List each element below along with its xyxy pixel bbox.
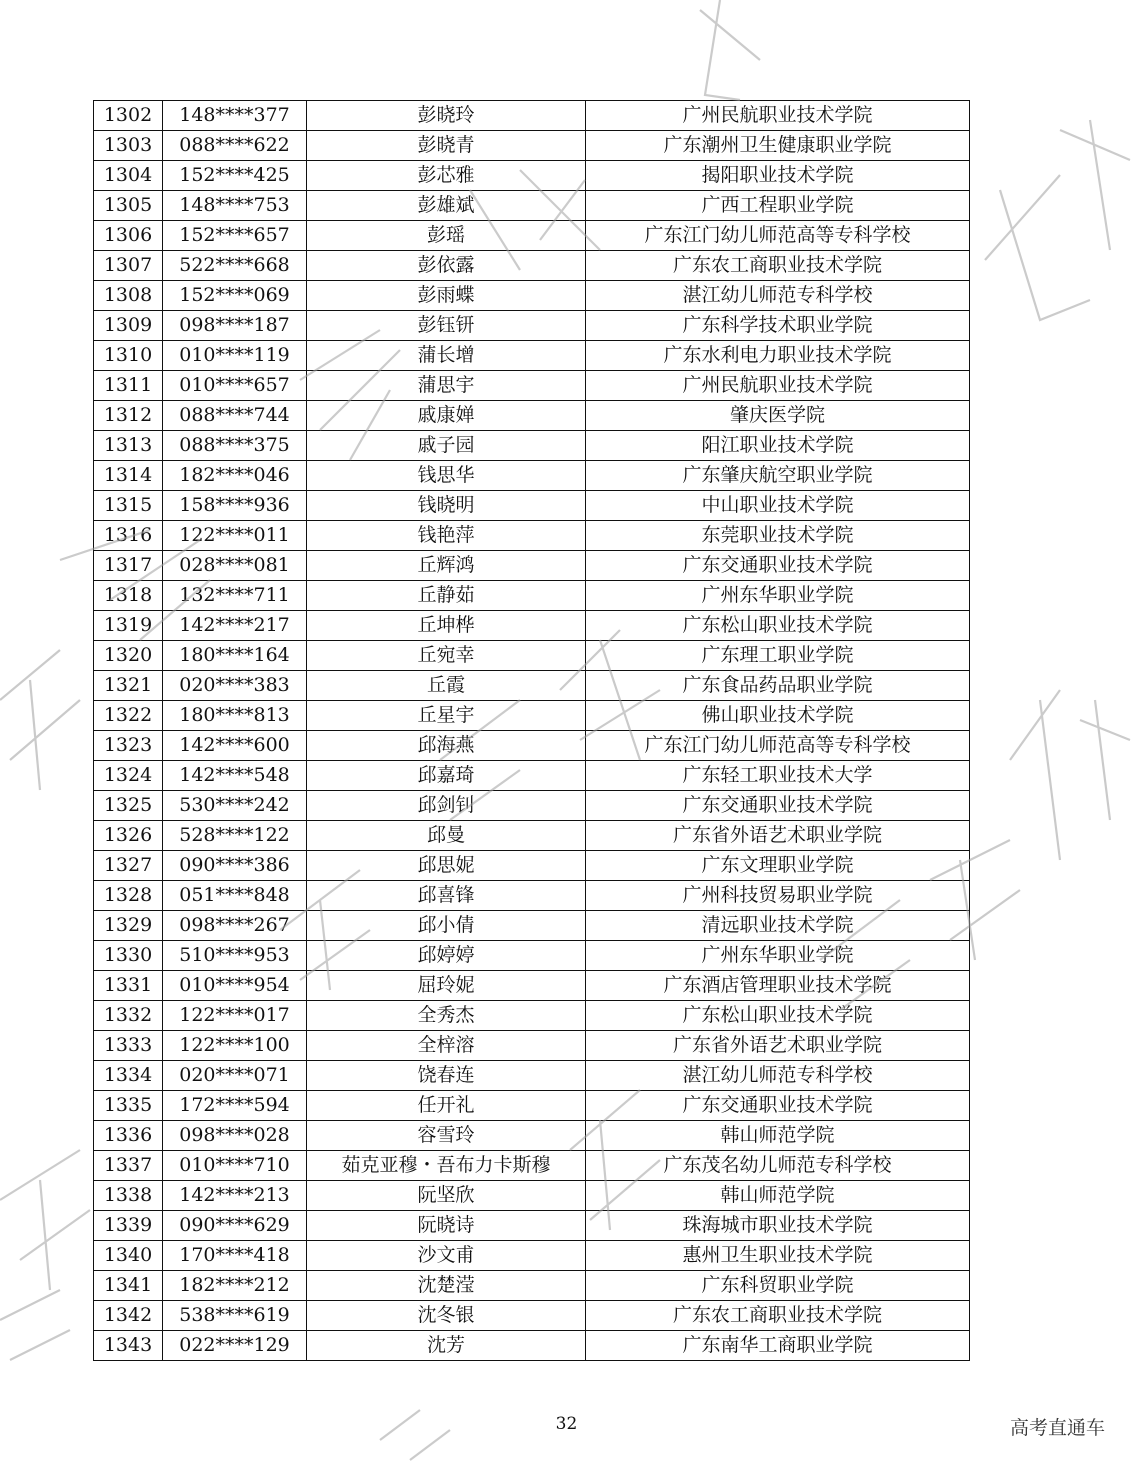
school-name-cell: 惠州卫生职业技术学院 xyxy=(586,1241,970,1271)
school-name-cell: 广州民航职业技术学院 xyxy=(586,371,970,401)
school-name-cell: 广东理工职业学院 xyxy=(586,641,970,671)
student-name-cell: 容雪玲 xyxy=(307,1121,586,1151)
row-number-cell: 1335 xyxy=(94,1091,163,1121)
student-name-cell: 全梓溶 xyxy=(307,1031,586,1061)
student-name-cell: 钱思华 xyxy=(307,461,586,491)
student-name-cell: 丘宛幸 xyxy=(307,641,586,671)
masked-id-cell: 010****954 xyxy=(163,971,307,1001)
row-number-cell: 1324 xyxy=(94,761,163,791)
row-number-cell: 1305 xyxy=(94,191,163,221)
school-name-cell: 湛江幼儿师范专科学校 xyxy=(586,1061,970,1091)
masked-id-cell: 530****242 xyxy=(163,791,307,821)
student-name-cell: 邱剑钊 xyxy=(307,791,586,821)
school-name-cell: 湛江幼儿师范专科学校 xyxy=(586,281,970,311)
admission-table-body xyxy=(94,101,970,1361)
row-number-cell: 1340 xyxy=(94,1241,163,1271)
student-name-cell: 任开礼 xyxy=(307,1091,586,1121)
row-number-cell: 1322 xyxy=(94,701,163,731)
row-number-cell: 1321 xyxy=(94,671,163,701)
student-name-cell: 彭瑶 xyxy=(307,221,586,251)
masked-id-cell: 538****619 xyxy=(163,1301,307,1331)
student-name-cell: 阮晓诗 xyxy=(307,1211,586,1241)
school-name-cell: 广州东华职业学院 xyxy=(586,581,970,611)
student-name-cell: 戚康婵 xyxy=(307,401,586,431)
student-name-cell: 丘辉鸿 xyxy=(307,551,586,581)
row-number-cell: 1319 xyxy=(94,611,163,641)
table-row xyxy=(94,1211,970,1241)
table-row xyxy=(94,1151,970,1181)
school-name-cell: 韩山师范学院 xyxy=(586,1181,970,1211)
row-number-cell: 1325 xyxy=(94,791,163,821)
student-name-cell: 彭晓青 xyxy=(307,131,586,161)
table-row xyxy=(94,701,970,731)
student-name-cell: 丘星宇 xyxy=(307,701,586,731)
masked-id-cell: 090****386 xyxy=(163,851,307,881)
school-name-cell: 广东潮州卫生健康职业学院 xyxy=(586,131,970,161)
masked-id-cell: 132****711 xyxy=(163,581,307,611)
admission-table xyxy=(93,100,970,1361)
row-number-cell: 1327 xyxy=(94,851,163,881)
school-name-cell: 广州东华职业学院 xyxy=(586,941,970,971)
student-name-cell: 邱嘉琦 xyxy=(307,761,586,791)
student-name-cell: 沙文甫 xyxy=(307,1241,586,1271)
masked-id-cell: 020****071 xyxy=(163,1061,307,1091)
row-number-cell: 1330 xyxy=(94,941,163,971)
school-name-cell: 广东松山职业技术学院 xyxy=(586,611,970,641)
row-number-cell: 1315 xyxy=(94,491,163,521)
student-name-cell: 蒲长增 xyxy=(307,341,586,371)
table-row xyxy=(94,731,970,761)
masked-id-cell: 122****017 xyxy=(163,1001,307,1031)
student-name-cell: 彭晓玲 xyxy=(307,101,586,131)
table-row xyxy=(94,1271,970,1301)
row-number-cell: 1318 xyxy=(94,581,163,611)
table-row xyxy=(94,1241,970,1271)
school-name-cell: 广东农工商职业技术学院 xyxy=(586,251,970,281)
student-name-cell: 邱婷婷 xyxy=(307,941,586,971)
table-row xyxy=(94,1301,970,1331)
masked-id-cell: 142****600 xyxy=(163,731,307,761)
row-number-cell: 1331 xyxy=(94,971,163,1001)
student-name-cell: 阮坚欣 xyxy=(307,1181,586,1211)
student-name-cell: 彭雨蝶 xyxy=(307,281,586,311)
row-number-cell: 1336 xyxy=(94,1121,163,1151)
row-number-cell: 1307 xyxy=(94,251,163,281)
school-name-cell: 广东轻工职业技术大学 xyxy=(586,761,970,791)
school-name-cell: 广州科技贸易职业学院 xyxy=(586,881,970,911)
row-number-cell: 1341 xyxy=(94,1271,163,1301)
school-name-cell: 广东江门幼儿师范高等专科学校 xyxy=(586,221,970,251)
row-number-cell: 1304 xyxy=(94,161,163,191)
row-number-cell: 1317 xyxy=(94,551,163,581)
table-row xyxy=(94,881,970,911)
student-name-cell: 邱曼 xyxy=(307,821,586,851)
masked-id-cell: 522****668 xyxy=(163,251,307,281)
row-number-cell: 1337 xyxy=(94,1151,163,1181)
row-number-cell: 1311 xyxy=(94,371,163,401)
row-number-cell: 1332 xyxy=(94,1001,163,1031)
student-name-cell: 茹克亚穆・吾布力卡斯穆 xyxy=(307,1151,586,1181)
row-number-cell: 1343 xyxy=(94,1331,163,1361)
row-number-cell: 1320 xyxy=(94,641,163,671)
row-number-cell: 1314 xyxy=(94,461,163,491)
student-name-cell: 彭依露 xyxy=(307,251,586,281)
school-name-cell: 佛山职业技术学院 xyxy=(586,701,970,731)
table-row xyxy=(94,1061,970,1091)
row-number-cell: 1333 xyxy=(94,1031,163,1061)
student-name-cell: 彭钰钘 xyxy=(307,311,586,341)
table-row xyxy=(94,431,970,461)
masked-id-cell: 510****953 xyxy=(163,941,307,971)
masked-id-cell: 098****028 xyxy=(163,1121,307,1151)
table-row xyxy=(94,641,970,671)
masked-id-cell: 142****548 xyxy=(163,761,307,791)
page-number: 32 xyxy=(555,1414,578,1434)
row-number-cell: 1312 xyxy=(94,401,163,431)
row-number-cell: 1338 xyxy=(94,1181,163,1211)
student-name-cell: 沈芳 xyxy=(307,1331,586,1361)
table-row xyxy=(94,611,970,641)
school-name-cell: 广东科贸职业学院 xyxy=(586,1271,970,1301)
student-name-cell: 沈冬银 xyxy=(307,1301,586,1331)
school-name-cell: 广东松山职业技术学院 xyxy=(586,1001,970,1031)
masked-id-cell: 010****657 xyxy=(163,371,307,401)
student-name-cell: 邱思妮 xyxy=(307,851,586,881)
school-name-cell: 广东江门幼儿师范高等专科学校 xyxy=(586,731,970,761)
table-row xyxy=(94,911,970,941)
row-number-cell: 1306 xyxy=(94,221,163,251)
masked-id-cell: 152****069 xyxy=(163,281,307,311)
school-name-cell: 韩山师范学院 xyxy=(586,1121,970,1151)
student-name-cell: 钱晓明 xyxy=(307,491,586,521)
table-row xyxy=(94,491,970,521)
student-name-cell: 钱艳萍 xyxy=(307,521,586,551)
student-name-cell: 邱小倩 xyxy=(307,911,586,941)
masked-id-cell: 170****418 xyxy=(163,1241,307,1271)
table-row xyxy=(94,851,970,881)
masked-id-cell: 182****212 xyxy=(163,1271,307,1301)
row-number-cell: 1329 xyxy=(94,911,163,941)
table-row xyxy=(94,941,970,971)
student-name-cell: 蒲思宇 xyxy=(307,371,586,401)
student-name-cell: 沈楚滢 xyxy=(307,1271,586,1301)
school-name-cell: 中山职业技术学院 xyxy=(586,491,970,521)
school-name-cell: 广州民航职业技术学院 xyxy=(586,101,970,131)
table-row xyxy=(94,461,970,491)
masked-id-cell: 142****217 xyxy=(163,611,307,641)
school-name-cell: 广东水利电力职业技术学院 xyxy=(586,341,970,371)
row-number-cell: 1326 xyxy=(94,821,163,851)
table-row xyxy=(94,371,970,401)
masked-id-cell: 010****119 xyxy=(163,341,307,371)
row-number-cell: 1313 xyxy=(94,431,163,461)
masked-id-cell: 142****213 xyxy=(163,1181,307,1211)
school-name-cell: 阳江职业技术学院 xyxy=(586,431,970,461)
school-name-cell: 广东茂名幼儿师范专科学校 xyxy=(586,1151,970,1181)
student-name-cell: 戚子园 xyxy=(307,431,586,461)
masked-id-cell: 088****744 xyxy=(163,401,307,431)
table-row xyxy=(94,1121,970,1151)
table-row xyxy=(94,251,970,281)
masked-id-cell: 010****710 xyxy=(163,1151,307,1181)
school-name-cell: 广东农工商职业技术学院 xyxy=(586,1301,970,1331)
student-name-cell: 邱海燕 xyxy=(307,731,586,761)
school-name-cell: 广东省外语艺术职业学院 xyxy=(586,1031,970,1061)
table-row xyxy=(94,281,970,311)
masked-id-cell: 180****813 xyxy=(163,701,307,731)
row-number-cell: 1309 xyxy=(94,311,163,341)
table-row xyxy=(94,551,970,581)
school-name-cell: 珠海城市职业技术学院 xyxy=(586,1211,970,1241)
masked-id-cell: 122****011 xyxy=(163,521,307,551)
masked-id-cell: 051****848 xyxy=(163,881,307,911)
masked-id-cell: 180****164 xyxy=(163,641,307,671)
table-row xyxy=(94,1181,970,1211)
row-number-cell: 1334 xyxy=(94,1061,163,1091)
table-row xyxy=(94,971,970,1001)
row-number-cell: 1308 xyxy=(94,281,163,311)
masked-id-cell: 152****425 xyxy=(163,161,307,191)
masked-id-cell: 122****100 xyxy=(163,1031,307,1061)
masked-id-cell: 152****657 xyxy=(163,221,307,251)
row-number-cell: 1339 xyxy=(94,1211,163,1241)
table-row xyxy=(94,821,970,851)
table-row xyxy=(94,791,970,821)
masked-id-cell: 528****122 xyxy=(163,821,307,851)
table-row xyxy=(94,521,970,551)
school-name-cell: 广东肇庆航空职业学院 xyxy=(586,461,970,491)
student-name-cell: 丘坤桦 xyxy=(307,611,586,641)
masked-id-cell: 182****046 xyxy=(163,461,307,491)
row-number-cell: 1323 xyxy=(94,731,163,761)
school-name-cell: 广东酒店管理职业技术学院 xyxy=(586,971,970,1001)
school-name-cell: 广东交通职业技术学院 xyxy=(586,551,970,581)
table-row xyxy=(94,1331,970,1361)
school-name-cell: 肇庆医学院 xyxy=(586,401,970,431)
masked-id-cell: 090****629 xyxy=(163,1211,307,1241)
table-row xyxy=(94,761,970,791)
school-name-cell: 广东省外语艺术职业学院 xyxy=(586,821,970,851)
table-row xyxy=(94,221,970,251)
table-row xyxy=(94,1031,970,1061)
masked-id-cell: 148****753 xyxy=(163,191,307,221)
school-name-cell: 揭阳职业技术学院 xyxy=(586,161,970,191)
table-row xyxy=(94,341,970,371)
masked-id-cell: 020****383 xyxy=(163,671,307,701)
school-name-cell: 广东食品药品职业学院 xyxy=(586,671,970,701)
masked-id-cell: 098****267 xyxy=(163,911,307,941)
table-row xyxy=(94,131,970,161)
table-row xyxy=(94,311,970,341)
row-number-cell: 1302 xyxy=(94,101,163,131)
masked-id-cell: 158****936 xyxy=(163,491,307,521)
student-name-cell: 邱喜锋 xyxy=(307,881,586,911)
student-name-cell: 饶春连 xyxy=(307,1061,586,1091)
school-name-cell: 广东文理职业学院 xyxy=(586,851,970,881)
row-number-cell: 1328 xyxy=(94,881,163,911)
table-row xyxy=(94,671,970,701)
school-name-cell: 东莞职业技术学院 xyxy=(586,521,970,551)
school-name-cell: 广东南华工商职业学院 xyxy=(586,1331,970,1361)
school-name-cell: 广西工程职业学院 xyxy=(586,191,970,221)
masked-id-cell: 098****187 xyxy=(163,311,307,341)
row-number-cell: 1303 xyxy=(94,131,163,161)
school-name-cell: 广东交通职业技术学院 xyxy=(586,1091,970,1121)
student-name-cell: 屈玲妮 xyxy=(307,971,586,1001)
student-name-cell: 丘霞 xyxy=(307,671,586,701)
masked-id-cell: 028****081 xyxy=(163,551,307,581)
masked-id-cell: 148****377 xyxy=(163,101,307,131)
student-name-cell: 彭芯雅 xyxy=(307,161,586,191)
brand-label: 高考直通车 xyxy=(1009,1417,1105,1439)
masked-id-cell: 022****129 xyxy=(163,1331,307,1361)
row-number-cell: 1342 xyxy=(94,1301,163,1331)
masked-id-cell: 172****594 xyxy=(163,1091,307,1121)
table-row xyxy=(94,101,970,131)
table-row xyxy=(94,161,970,191)
table-row xyxy=(94,401,970,431)
table-row xyxy=(94,191,970,221)
table-row xyxy=(94,1091,970,1121)
row-number-cell: 1316 xyxy=(94,521,163,551)
school-name-cell: 广东交通职业技术学院 xyxy=(586,791,970,821)
school-name-cell: 清远职业技术学院 xyxy=(586,911,970,941)
table-row xyxy=(94,581,970,611)
student-name-cell: 丘静茹 xyxy=(307,581,586,611)
student-name-cell: 彭雄斌 xyxy=(307,191,586,221)
table-row xyxy=(94,1001,970,1031)
school-name-cell: 广东科学技术职业学院 xyxy=(586,311,970,341)
masked-id-cell: 088****622 xyxy=(163,131,307,161)
row-number-cell: 1310 xyxy=(94,341,163,371)
masked-id-cell: 088****375 xyxy=(163,431,307,461)
student-name-cell: 全秀杰 xyxy=(307,1001,586,1031)
